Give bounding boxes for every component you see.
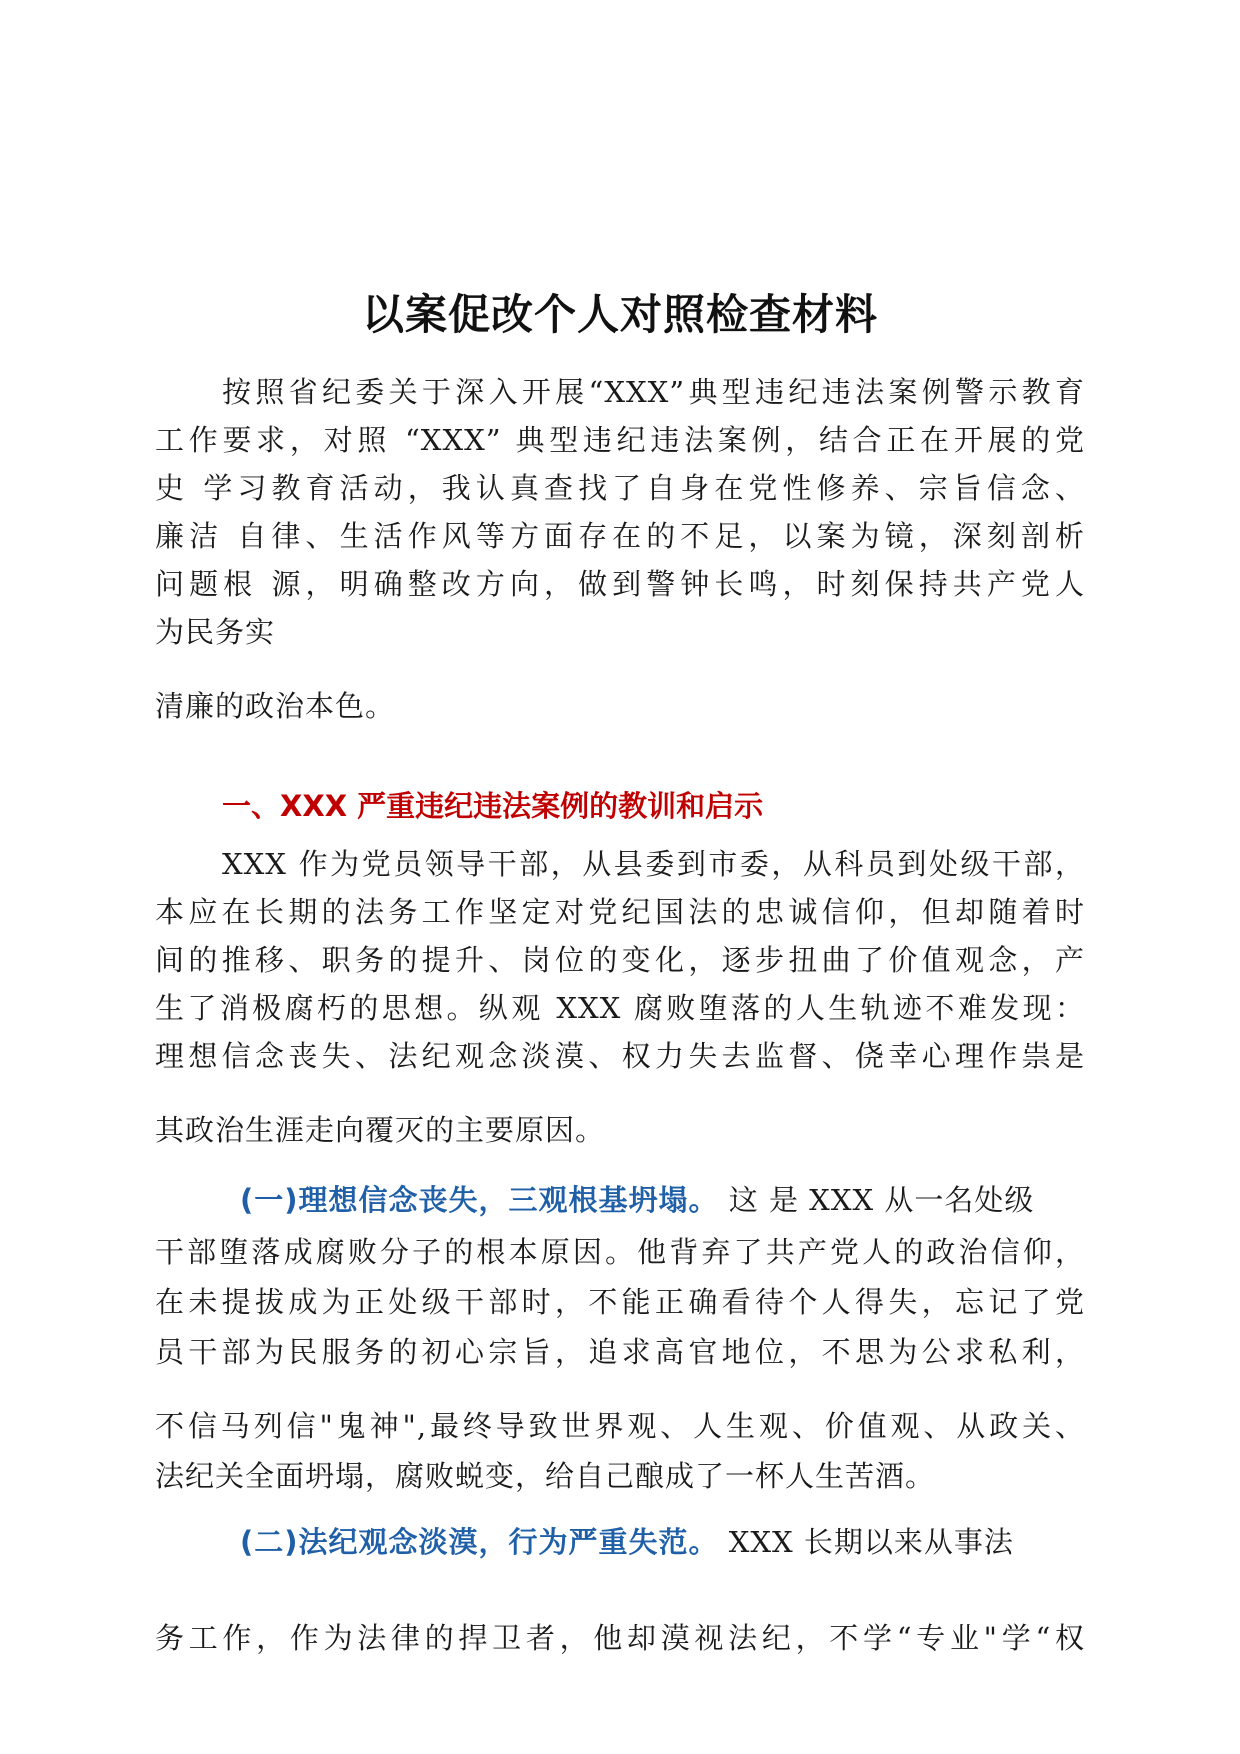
body-line: 务工作，作为法律的捍卫者，他却漠视法纪，不学“专业"学“权 — [155, 1621, 1085, 1655]
body-line: 法纪关全面坍塌，腐败蜕变，给自己酿成了一杯人生苦酒。 — [155, 1459, 936, 1493]
document-title: 以案促改个人对照检查材料 — [361, 290, 878, 339]
intro-line: 问题根 源，明确整改方向，做到警钟长鸣，时刻保持共产党人 — [155, 567, 1085, 601]
subheading-2: (二)法纪观念淡漠，行为严重失范。 — [240, 1525, 719, 1559]
subheading-2-lead: XXX 长期以来从事法 — [718, 1525, 1014, 1559]
subheading-1: (一)理想信念丧失，三观根基坍塌。 — [240, 1183, 719, 1217]
intro-line: 清廉的政治本色。 — [155, 689, 396, 723]
intro-line: 廉洁 自律、生活作风等方面存在的不足，以案为镜，深刻剖析 — [155, 519, 1085, 553]
subheading-line — [240, 1520, 1085, 1564]
body-line: 生了消极腐朽的思想。纵观 XXX 腐败堕落的人生轨迹不难发现： — [155, 991, 1085, 1025]
body-line: 理想信念丧失、法纪观念淡漠、权力失去监督、侥幸心理作祟是 — [155, 1039, 1085, 1073]
subheading-1-lead: 这 是 XXX 从一名处级 — [718, 1183, 1035, 1217]
intro-line: 工作要求，对照 “XXX” 典型违纪违法案例，结合正在开展的党 — [155, 423, 1085, 457]
body-line: 间的推移、职务的提升、岗位的变化，逐步扭曲了价值观念，产 — [155, 943, 1085, 977]
body-line: 干部堕落成腐败分子的根本原因。他背弃了共产党人的政治信仰， — [155, 1235, 1085, 1269]
body-line: 其政治生涯走向覆灭的主要原因。 — [155, 1113, 606, 1147]
body-line: 本应在长期的法务工作坚定对党纪国法的忠诚信仰，但却随着时 — [155, 895, 1085, 929]
intro-line: 按照省纪委关于深入开展“XXX”典型违纪违法案例警示教育 — [222, 375, 1085, 409]
subheading-line — [240, 1178, 1085, 1222]
body-line: 不信马列信"鬼神",最终导致世界观、人生观、价值观、从政关、 — [155, 1409, 1085, 1443]
body-line: XXX 作为党员领导干部，从县委到市委，从科员到处级干部， — [222, 847, 1085, 881]
intro-line: 为民务实 — [155, 615, 276, 649]
section-heading: 一、XXX 严重违纪违法案例的教训和启示 — [222, 789, 764, 823]
body-line: 员干部为民服务的初心宗旨，追求高官地位，不思为公求私利， — [155, 1335, 1085, 1369]
body-line: 在未提拔成为正处级干部时，不能正确看待个人得失，忘记了党 — [155, 1285, 1085, 1319]
intro-line: 史 学习教育活动，我认真查找了自身在党性修养、宗旨信念、 — [155, 471, 1085, 505]
